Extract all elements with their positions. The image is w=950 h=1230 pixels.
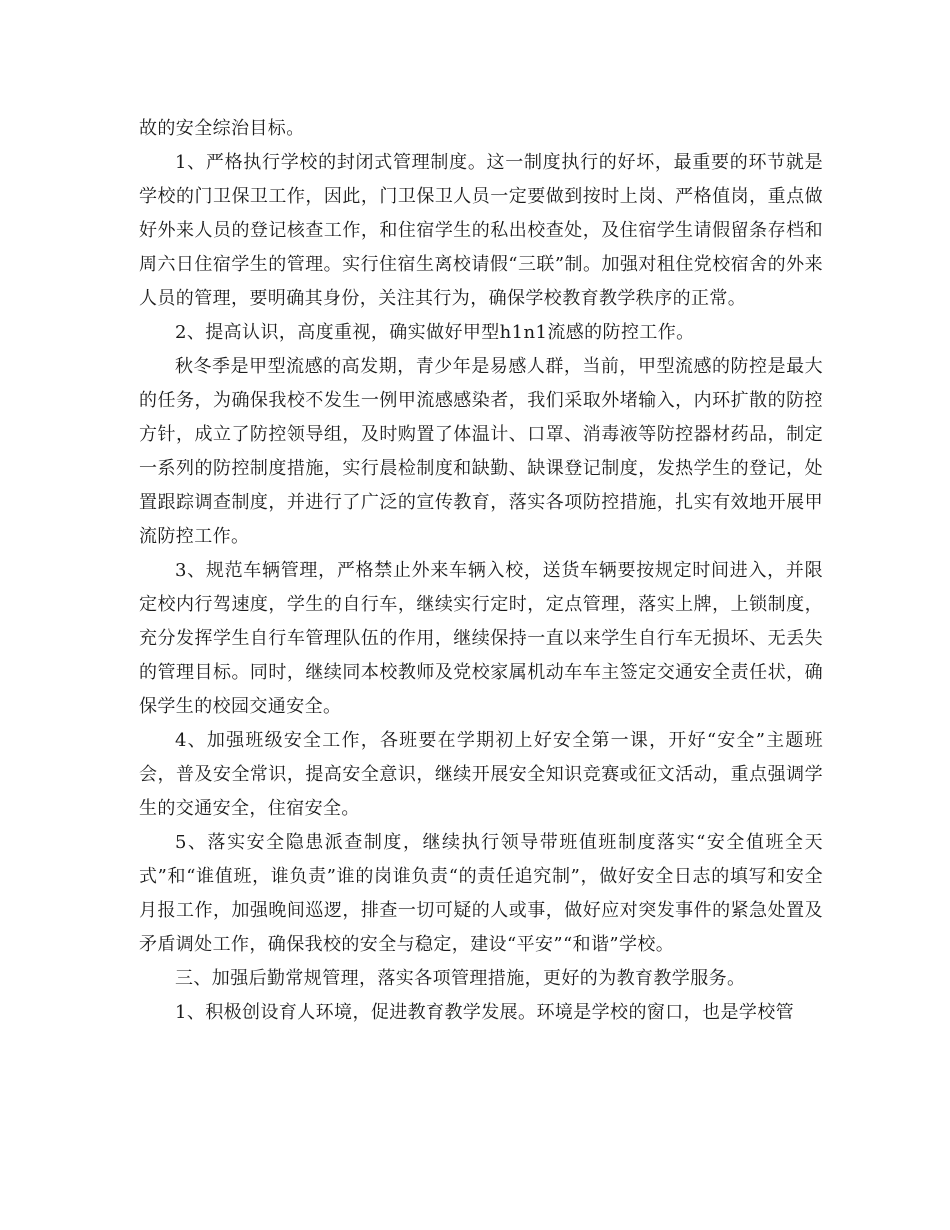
paragraph: 故的安全综治目标。 bbox=[139, 118, 305, 139]
paragraph: 1、严格执行学校的封闭式管理制度。这一制度执行的好坏，最重要的环节就是学校的门卫保卫工作，因此，门卫保卫人员一定要做到按时上岗、严格值岗，重点做好外来人员的登记核查工作，和住宿学生的私出校查处，及住宿学生请假留条存档和周六日住宿学生的管理。实行住宿生离校请假“三联”制。加强对租住党校宿舍的外来人员的管理，要明确其身份，关注其行为，确保学校教育教学秩序的正常。 bbox=[139, 152, 823, 309]
paragraph: 三、加强后勤常规管理，落实各项管理措施，更好的为教育教学服务。 bbox=[175, 968, 746, 989]
paragraph: 5、落实安全隐患派查制度，继续执行领导带班值班制度落实“安全值班全天式”和“谁值班，谁负责”谁的岗谁负责“的责任追究制”，做好安全日志的填写和安全月报工作，加强晚间巡逻，排查一切可疑的人或事，做好应对突发事件的紧急处置及矛盾调处工作，确保我校的安全与稳定，建设“平安”“和谐”学校。 bbox=[139, 832, 823, 955]
paragraph: 4、加强班级安全工作，各班要在学期初上好安全第一课，开好“安全”主题班会，普及安全常识，提高安全意识，继续开展安全知识竞赛或征文活动，重点强调学生的交通安全，住宿安全。 bbox=[139, 730, 823, 819]
paragraph: 2、提高认识，高度重视，确实做好甲型h1n1流感的防控工作。 bbox=[175, 322, 695, 343]
paragraph: 1、积极创设育人环境，促进教育教学发展。环境是学校的窗口，也是学校管 bbox=[175, 1002, 795, 1023]
document-body bbox=[139, 112, 823, 1030]
paragraph: 3、规范车辆管理，严格禁止外来车辆入校，送货车辆要按规定时间进入，并限定校内行驾速度，学生的自行车，继续实行定时，定点管理，落实上牌，上锁制度，充分发挥学生自行车管理队伍的作用，继续保持一直以来学生自行车无损坏、无丢失的管理目标。同时，继续同本校教师及党校家属机动车车主签定交通安全责任状，确保学生的校园交通安全。 bbox=[139, 560, 823, 717]
paragraph: 秋冬季是甲型流感的高发期，青少年是易感人群，当前，甲型流感的防控是最大的任务，为确保我校不发生一例甲流感感染者，我们采取外堵输入，内环扩散的防控方针，成立了防控领导组，及时购置了体温计、口罩、消毒液等防控器材药品，制定一系列的防控制度措施，实行晨检制度和缺勤、缺课登记制度，发热学生的登记，处置跟踪调查制度，并进行了广泛的宣传教育，落实各项防控措施，扎实有效地开展甲流防控工作。 bbox=[139, 356, 823, 547]
